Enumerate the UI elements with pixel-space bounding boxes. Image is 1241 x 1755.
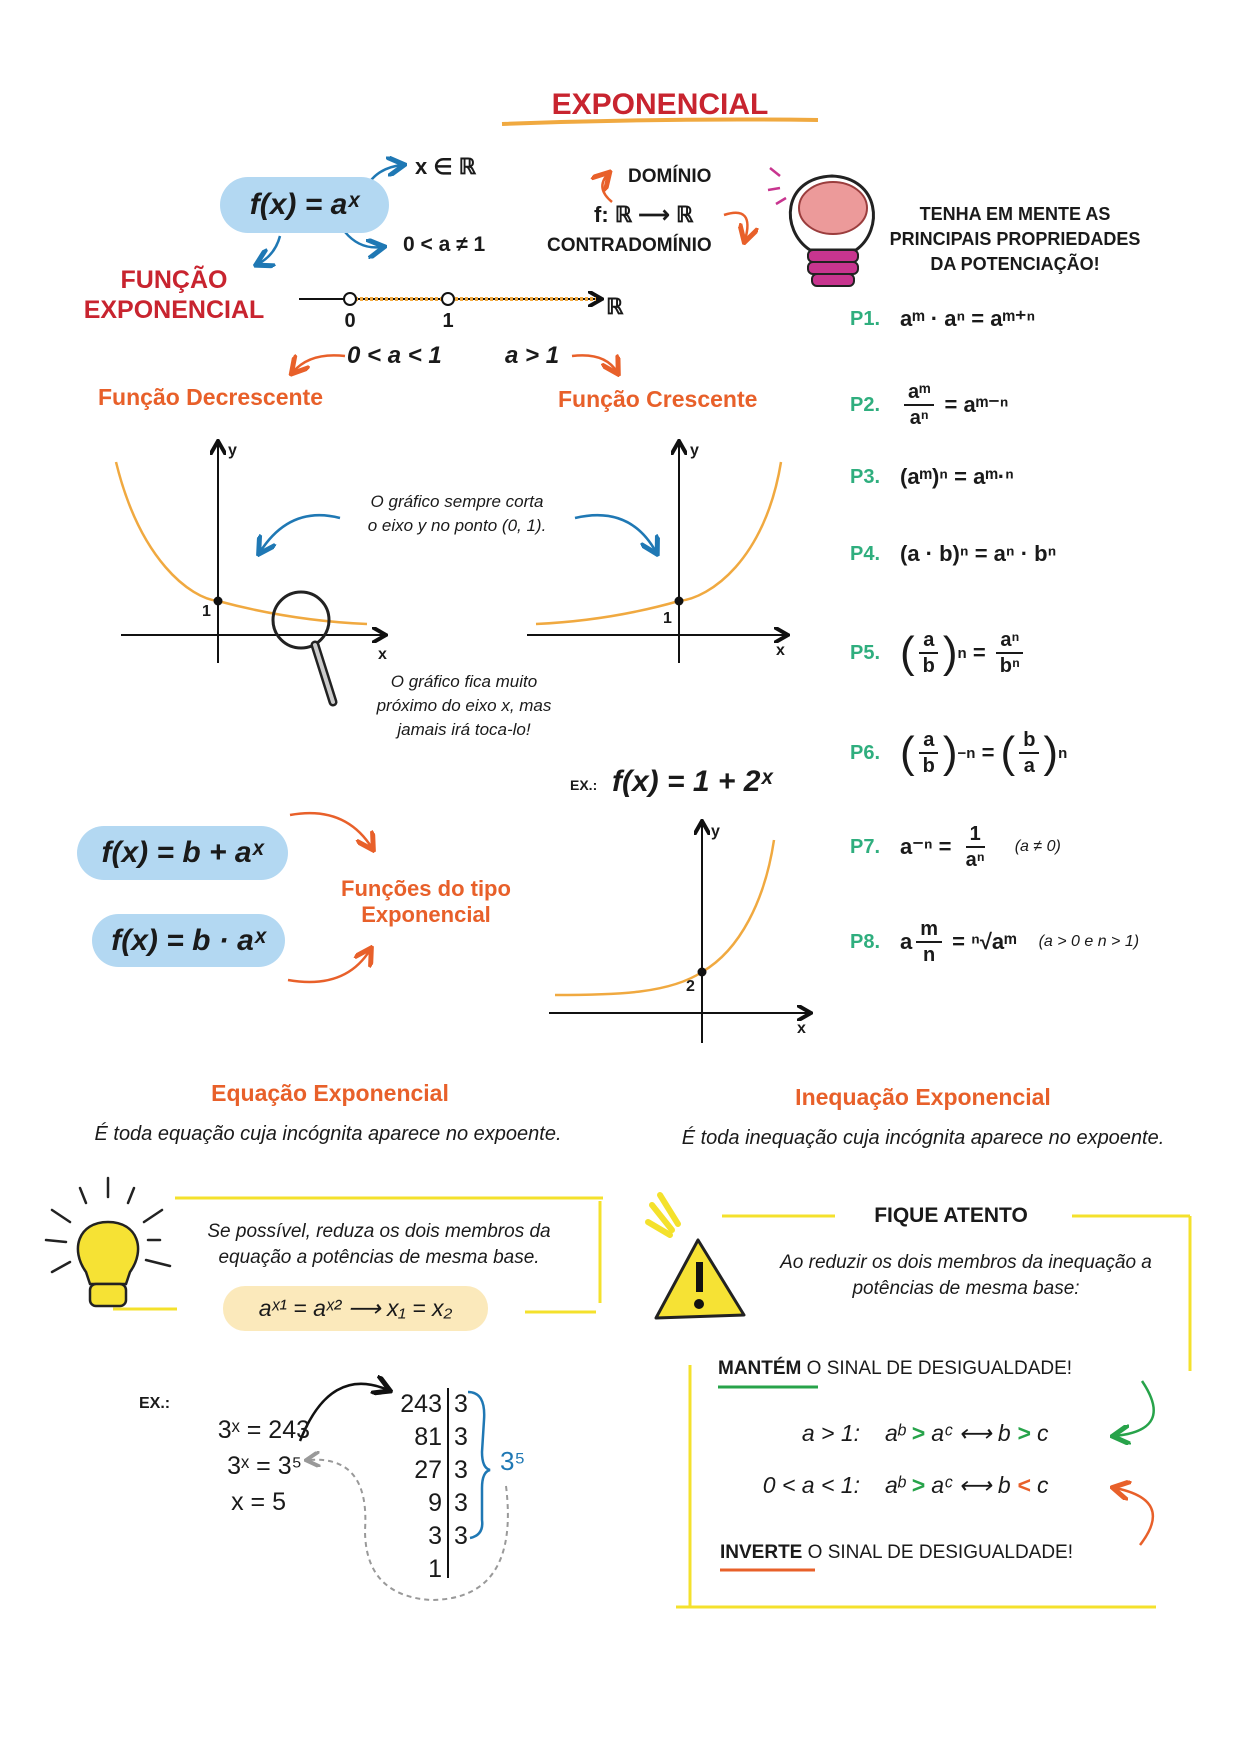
formula-text: = ⁿ√aᵐ	[946, 929, 1017, 954]
fraction	[904, 380, 934, 430]
arrow-to-base	[345, 232, 382, 247]
property-6	[850, 728, 1067, 778]
property-label: P5.	[850, 641, 881, 664]
definition-formula: f(x) = aˣ	[220, 177, 389, 233]
inequation-title: Inequação Exponencial	[795, 1084, 1051, 1110]
property-7	[850, 822, 1061, 872]
rule-row-2-condition: 0 < a < 1:	[762, 1472, 860, 1498]
increasing-curve	[536, 462, 781, 624]
case-increasing: a > 1	[505, 342, 560, 369]
rule-row-2: aᵇ > aᶜ ⟷ b < c	[885, 1472, 1049, 1498]
arrow-note-right	[575, 515, 656, 552]
equation-title: Equação Exponencial	[211, 1080, 449, 1106]
numerator: aⁿ	[996, 628, 1023, 654]
numerator: b	[1019, 728, 1039, 754]
property-8	[850, 917, 1139, 967]
parenthesis: (	[900, 728, 915, 777]
example-prefix: EX.:	[570, 777, 598, 793]
dec-y-label: y	[228, 442, 237, 459]
property-4	[850, 541, 1056, 567]
equation-description: É toda equação cuja incógnita aparece no expoente.	[94, 1123, 562, 1145]
property-label: P7.	[850, 835, 881, 858]
arrow-domain	[602, 174, 612, 202]
example-y-label: y	[711, 823, 720, 840]
formula-text: a⁻ⁿ =	[900, 834, 958, 859]
type-formula-product: f(x) = b · aˣ	[92, 914, 285, 967]
codomain-label: CONTRADOMÍNIO	[547, 235, 712, 256]
base-condition: 0 < a ≠ 1	[403, 233, 486, 256]
example-steps: 3ˣ = 243 3ˣ = 3⁵ x = 5	[217, 1416, 310, 1516]
fraction	[962, 822, 989, 872]
denominator: aⁿ	[909, 407, 929, 429]
mapping-formula: f: ℝ ⟶ ℝ	[594, 202, 694, 227]
lightbulb-icon	[46, 1178, 170, 1306]
divisor: 3	[454, 1522, 468, 1550]
denominator: a	[1023, 755, 1035, 777]
property-label: P2.	[850, 393, 881, 416]
property-1	[850, 306, 1035, 332]
property-label: P1.	[850, 307, 881, 330]
denominator: b	[922, 655, 935, 677]
exponent: n	[957, 644, 967, 662]
formula-text: (a · b)ⁿ = aⁿ · bⁿ	[900, 541, 1057, 566]
dividend: 243	[400, 1390, 442, 1418]
parenthesis: (	[1000, 728, 1016, 777]
property-label: P6.	[850, 741, 881, 764]
inc-y-label: y	[690, 442, 699, 459]
divisor: 3	[454, 1456, 468, 1484]
function-label-line2: EXPONENCIAL	[83, 296, 265, 324]
property-2	[850, 380, 1008, 430]
magnifier-icon	[273, 592, 333, 702]
parenthesis: (	[900, 628, 915, 677]
note-asymptote: O gráfico fica muito próximo do eixo x, mas jamais irá toca-lo!	[376, 672, 552, 739]
parenthesis: )	[942, 728, 958, 777]
real-set-label: ℝ	[606, 294, 624, 319]
property-3	[850, 464, 1014, 490]
parenthesis: )	[942, 628, 958, 677]
arrow-invert	[1115, 1488, 1153, 1545]
tick-1: 1	[442, 310, 454, 332]
inc-x-label: x	[776, 642, 785, 659]
type-formula-sum: f(x) = b + aˣ	[77, 826, 288, 880]
divisor: 3	[454, 1489, 468, 1517]
example-intercept-label: 2	[686, 978, 695, 995]
fraction	[916, 917, 942, 967]
property-label: P3.	[850, 465, 881, 488]
decreasing-curve	[116, 462, 367, 624]
denominator: n	[923, 944, 936, 966]
brain-lightbulb-icon	[768, 168, 873, 286]
keep-sign-note: MANTÉM O SINAL DE DESIGUALDADE!	[718, 1358, 1073, 1379]
domain-label: DOMÍNIO	[628, 166, 712, 187]
denominator: bⁿ	[999, 655, 1020, 677]
increasing-label: Função Crescente	[558, 386, 758, 412]
rule-row-1: aᵇ > aᶜ ⟷ b > c	[885, 1420, 1049, 1446]
denominator: aⁿ	[965, 849, 985, 871]
formula-text: = aᵐ⁻ⁿ	[938, 392, 1009, 417]
factor-brace	[468, 1392, 490, 1538]
formula-text: (aᵐ)ⁿ = aᵐ·ⁿ	[900, 464, 1014, 489]
types-label: Funções do tipo Exponencial	[341, 876, 511, 927]
numerator: a	[919, 628, 938, 654]
dec-intercept-label: 1	[202, 603, 211, 620]
divisor: 3	[454, 1423, 468, 1451]
domain-condition: x ∈ ℝ	[415, 154, 477, 179]
property-condition: (a ≠ 0)	[1014, 838, 1061, 855]
formula-text: =	[966, 640, 992, 665]
property-label: P4.	[850, 542, 881, 565]
arrow-to-label	[258, 236, 280, 264]
property-5	[850, 628, 1028, 678]
property-condition: (a > 0 e n > 1)	[1038, 933, 1140, 950]
dividend: 3	[428, 1522, 442, 1550]
function-label-line1: FUNÇÃO	[120, 266, 228, 294]
invert-sign-note: INVERTE O SINAL DE DESIGUALDADE!	[720, 1542, 1074, 1563]
property-label: P8.	[850, 930, 881, 953]
formula-text: =	[975, 740, 1001, 765]
arrow-dec	[293, 355, 345, 372]
properties-intro: TENHA EM MENTE AS PRINCIPAIS PROPRIEDADES DA POTENCIAÇÃO!	[889, 204, 1141, 274]
arrow-codomain	[724, 213, 747, 240]
numerator: a	[919, 728, 938, 754]
factorization-result: 3⁵	[500, 1446, 526, 1476]
equation-rule: aˣ¹ = aˣ² ⟶ x₁ = x₂	[223, 1286, 488, 1331]
dividend: 1	[428, 1555, 442, 1583]
case-decreasing: 0 < a < 1	[347, 342, 442, 369]
numerator: m	[916, 917, 942, 943]
example-formula: f(x) = 1 + 2ˣ	[612, 765, 773, 798]
alert-text: Ao reduzir os dois membros da inequação a potências de mesma base:	[780, 1252, 1152, 1299]
inequation-description: É toda inequação cuja incógnita aparece no expoente.	[681, 1127, 1165, 1149]
arrow-to-factorization	[300, 1384, 388, 1441]
dividend: 9	[428, 1489, 442, 1517]
dividend: 27	[414, 1456, 442, 1484]
arrow-type-1	[290, 813, 372, 848]
numerator: aᵐ	[904, 380, 934, 406]
example-x-label: x	[797, 1020, 806, 1037]
warning-icon	[648, 1195, 744, 1318]
fraction	[996, 628, 1024, 678]
arrow-inc	[572, 355, 617, 372]
exponent: −n	[957, 744, 976, 762]
denominator: b	[922, 755, 935, 777]
numerator: 1	[966, 822, 985, 848]
exponent: n	[1058, 744, 1068, 762]
decreasing-label: Função Decrescente	[98, 384, 323, 410]
inc-intercept-label: 1	[663, 610, 672, 627]
example-label: EX.:	[139, 1395, 171, 1412]
equation-tip: Se possível, reduza os dois membros da equação a potências de mesma base.	[207, 1221, 551, 1268]
tick-0: 0	[344, 310, 356, 332]
dec-x-label: x	[378, 646, 387, 663]
page-title: EXPONENCIAL	[551, 88, 769, 121]
rule-row-1-condition: a > 1:	[801, 1420, 860, 1446]
dividend: 81	[414, 1423, 442, 1451]
note-intercept: O gráfico sempre corta o eixo y no ponto (0, 1).	[367, 492, 547, 535]
arrow-keep	[1115, 1381, 1154, 1436]
arrow-type-2	[288, 950, 370, 982]
arrow-note-left	[260, 515, 340, 552]
example-curve	[555, 840, 774, 995]
formula-text: aᵐ · aⁿ = aᵐ⁺ⁿ	[900, 306, 1036, 331]
alert-title: FIQUE ATENTO	[874, 1204, 1028, 1227]
divisor: 3	[454, 1390, 468, 1418]
fraction	[919, 728, 939, 778]
fraction	[919, 628, 939, 678]
formula-text: a	[900, 929, 913, 954]
parenthesis: )	[1043, 728, 1059, 777]
fraction	[1019, 728, 1039, 778]
